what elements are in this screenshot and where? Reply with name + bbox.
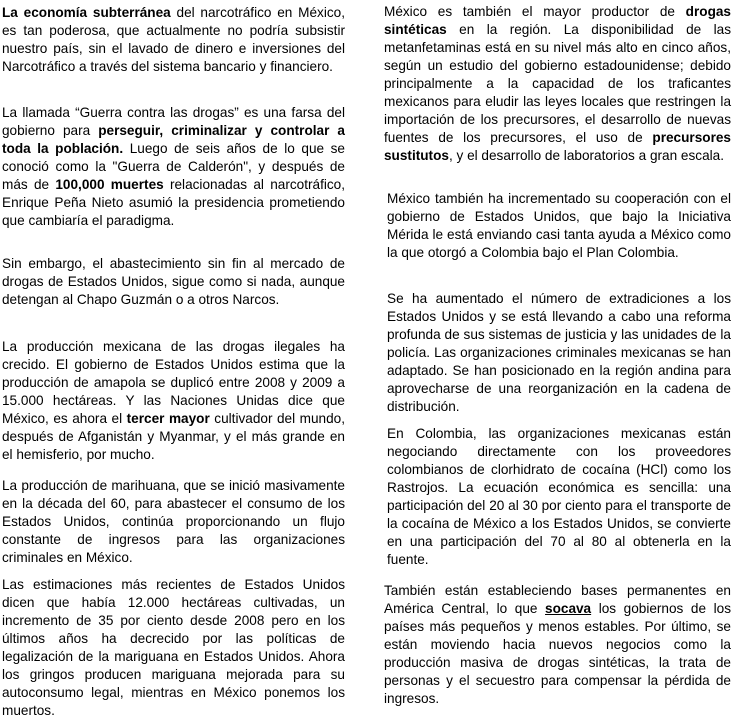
paragraph-text: Las estimaciones más recientes de Estados Unidos dicen que había 12.000 hectáreas cultivadas, un incremento de 35 por ciento desde 2008 pero en los últimos años ha decrecido por las políticas de legalización de la mariguana en Estados Unidos. Ahora los gringos producen mariguana mejorada para su autoconsumo legal, mientras en México ponemos los muertos.: [2, 577, 345, 718]
paragraph-text: cultivador del mundo, después de Afganistán y Myanmar, y el más grande en el hemisferio, por mucho.: [2, 411, 345, 462]
bold-phrase: 100,000 muertes: [55, 177, 164, 192]
paragraph-text: La producción mexicana de las drogas ilegales ha crecido. El gobierno de Estados Unidos estima que la producción de amapola se duplicó entre 2008 y 2009 a 15.000 hectáreas. Y las Naciones Unidas dice que México, es ahora el: [2, 339, 345, 426]
paragraph-text: México también ha incrementado su cooperación con el gobierno de Estados Unidos, que bajo la Iniciativa Mérida le está enviando casi tanta ayuda a México como la que otorgó a Colombia bajo el Plan Colombia.: [387, 191, 731, 260]
paragraph-text: los gobiernos de los países más pequeños y menos estables. Por último, se están moviendo hacia nuevos negocios como la producción masiva de drogas sintéticas, la trata de personas y el secuestro para compensar la pérdida de ingresos.: [384, 601, 731, 706]
paragraph-text: Luego de seis años de lo que se conoció como la "Guerra de Calderón", y después de más de: [2, 141, 345, 192]
paragraph-text: En Colombia, las organizaciones mexicanas están negociando directamente con los proveedores colombianos de clorhidrato de cocaína (HCl) como los Rastrojos. La ecuación económica es sencilla: una participación del 20 al 30 por ciento para el transporte de la cocaína de México a los Estados Unidos, se convierte en una participación del 70 al 80 al obtenerla en la fuente.: [387, 426, 731, 567]
paragraph-text: También están estableciendo bases permanentes en América Central, lo que: [384, 583, 731, 616]
paragraph-colombia: [387, 425, 731, 569]
bold-phrase: tercer mayor: [126, 411, 210, 426]
bold-underlined-phrase: socava: [545, 601, 592, 616]
paragraph-extradiciones: [387, 290, 731, 416]
paragraph-guerra-drogas: [2, 104, 345, 230]
paragraph-america-central: [384, 582, 731, 708]
bold-phrase: La economía subterránea: [2, 5, 171, 20]
bold-phrase: precursores sustitutos: [384, 130, 731, 163]
bold-phrase: drogas sintéticas: [384, 4, 731, 37]
paragraph-economia-subterranea: [2, 4, 345, 76]
paragraph-text: México es también el mayor productor de: [384, 4, 686, 19]
paragraph-abastecimiento: [2, 255, 345, 309]
paragraph-text: Sin embargo, el abastecimiento sin fin al mercado de drogas de Estados Unidos, sigue como si nada, aunque detengan al Chapo Guzmán o a otros Narcos.: [2, 256, 345, 307]
paragraph-produccion-drogas: [2, 338, 345, 464]
paragraph-text: La producción de marihuana, que se inició masivamente en la década del 60, para abastecer el consumo de los Estados Unidos, continúa proporcionando un flujo constante de ingresos para las organizaciones criminales en México.: [2, 478, 345, 565]
paragraph-estimaciones: [2, 576, 345, 720]
paragraph-drogas-sinteticas: [384, 3, 731, 165]
paragraph-text: en la región. La disponibilidad de las metanfetaminas está en su nivel más alto en cinco años, según un estudio del gobierno estadounidense; debido principalmente a la capacidad de los traficantes mexicanos para eludir las leyes locales que restringen la importación de los precursores, el desarrollo de nuevas fuentes de los precursores, el uso de: [384, 22, 731, 145]
paragraph-cooperacion: [387, 190, 731, 262]
paragraph-text: La llamada “Guerra contra las drogas” es una farsa del gobierno para: [2, 105, 345, 138]
bold-phrase: perseguir, criminalizar y controlar a toda la población.: [2, 123, 345, 156]
paragraph-text: , y el desarrollo de laboratorios a gran escala.: [448, 148, 725, 163]
paragraph-text: relacionadas al narcotráfico, Enrique Peña Nieto asumió la presidencia prometiendo que cambiaría el paradigma.: [2, 177, 345, 228]
paragraph-text: del narcotráfico en México, es tan poderosa, que actualmente no podría subsistir nuestro país, sin el lavado de dinero e inversiones del Narcotráfico a través del sistema bancario y financiero.: [2, 5, 345, 74]
paragraph-text: Se ha aumentado el número de extradiciones a los Estados Unidos y se está llevando a cabo una reforma profunda de sus sistemas de justicia y las unidades de la policía. Las organizaciones criminales mexicanas se han adaptado. Se han posicionado en la región andina para aprovecharse de una reorganización en la cadena de distribución.: [387, 291, 731, 414]
paragraph-marihuana: [2, 477, 345, 567]
